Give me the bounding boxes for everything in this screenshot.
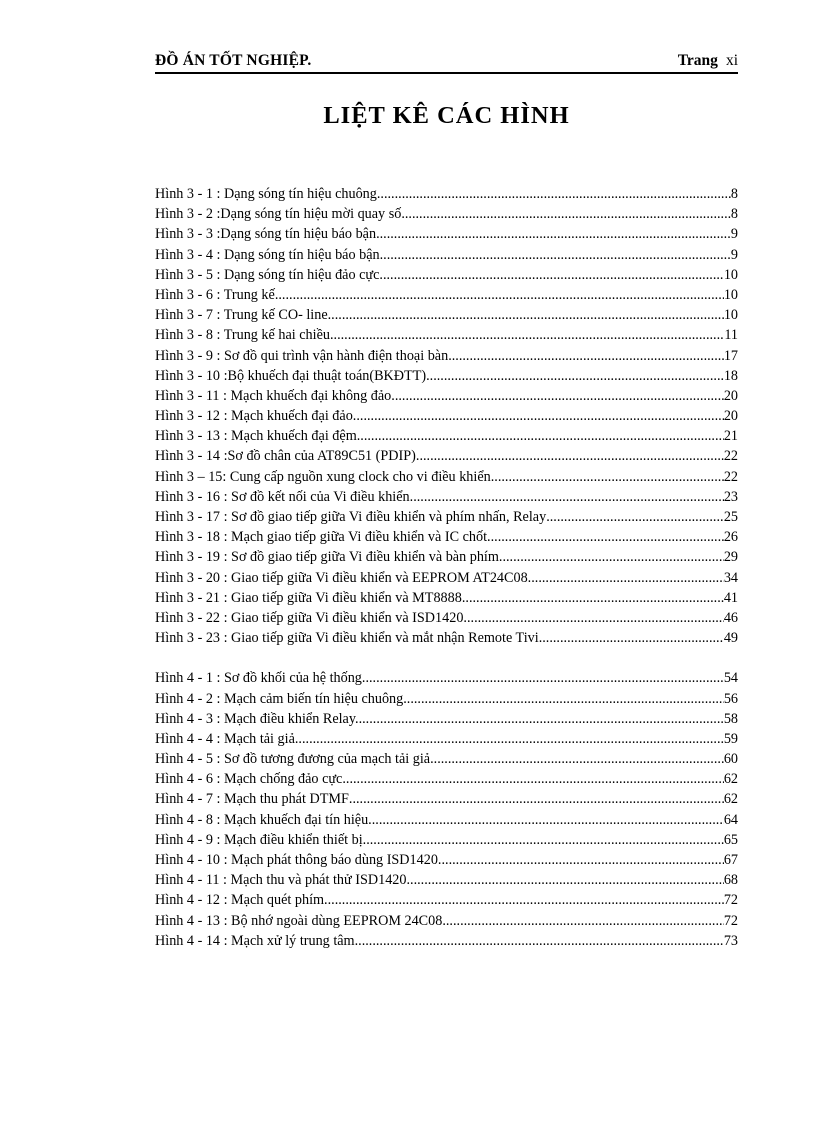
header-page-number: xi [725, 52, 738, 69]
figure-caption: Hình 3 - 1 : Dạng sóng tín hiệu chuông [155, 186, 377, 202]
figure-caption: Hình 3 - 3 :Dạng sóng tín hiệu báo bận [155, 226, 377, 243]
figure-entry [155, 890, 738, 910]
figure-caption: Hình 3 - 6 : Trung kế [155, 286, 275, 303]
figure-page-number: 25 [723, 509, 738, 525]
figure-caption: Hình 3 - 9 : Sơ đồ qui trình vận hành điện thoại bàn [155, 347, 449, 364]
figure-entry [155, 224, 738, 244]
dot-leader [401, 204, 731, 224]
figure-page-number: 9 [730, 246, 738, 263]
dot-leader [434, 749, 724, 769]
dot-leader [379, 265, 723, 285]
dot-leader [380, 245, 731, 265]
figure-entry [155, 245, 738, 265]
figure-entry [155, 467, 738, 487]
figure-entry [155, 325, 738, 345]
figure-group [155, 668, 738, 951]
figure-caption: Hình 4 - 10 : Mạch phát thông báo dùng ISD1420. [155, 852, 442, 868]
figure-caption: Hình 3 – 15: Cung cấp nguồn xung clock cho vi điều khiển. [155, 468, 495, 485]
figure-page-number: 54 [723, 670, 738, 687]
figure-page-number: 72 [723, 892, 738, 909]
figure-entry [155, 850, 738, 870]
dot-leader [328, 890, 724, 910]
figure-caption: Hình 3 - 8 : Trung kế hai chiều [155, 327, 330, 344]
figure-caption: Hình 4 - 4 : Mạch tải giả. [155, 730, 299, 747]
figure-page-number: 41 [723, 589, 738, 606]
figure-page-number: 9 [730, 226, 738, 243]
figure-page-number: 17 [723, 347, 738, 364]
figure-page-number: 68 [723, 872, 738, 889]
figure-caption: Hình 3 - 12 : Mạch khuếch đại đảo [155, 408, 353, 425]
figure-caption: Hình 4 - 14 : Mạch xử lý trung tâm. [155, 932, 359, 949]
dot-leader [419, 446, 723, 466]
dot-leader [403, 689, 724, 709]
figure-page-number: 23 [723, 488, 738, 505]
figure-entry [155, 668, 738, 688]
figure-page-number: 56 [723, 690, 738, 707]
figure-caption: Hình 3 - 2 :Dạng sóng tín hiệu mời quay số [155, 206, 402, 223]
figure-caption: Hình 4 - 8 : Mạch khuếch đại tín hiệu. [155, 811, 372, 828]
figure-entry [155, 830, 738, 850]
figure-page-number: 8 [730, 186, 738, 202]
figure-caption: Hình 4 - 13 : Bộ nhớ ngoài dùng EEPROM 24C08 [155, 912, 443, 929]
figure-entry [155, 628, 738, 648]
figure-caption: Hình 3 - 14 :Sơ đồ chân của AT89C51 (PDIP). [155, 448, 420, 465]
figure-page-number: 10 [723, 266, 738, 283]
figure-page-number: 62 [723, 771, 738, 788]
figure-page-number: 11 [724, 327, 738, 344]
figure-caption: Hình 4 - 9 : Mạch điều khiển thiết bị. [155, 831, 367, 848]
dot-leader [365, 668, 723, 688]
figure-group [155, 184, 738, 648]
figure-page-number: 46 [723, 609, 738, 626]
figure-entry [155, 346, 738, 366]
page-header [155, 50, 738, 74]
dot-leader [330, 325, 724, 345]
dot-leader [298, 729, 723, 749]
figure-entry [155, 810, 738, 830]
dot-leader [426, 366, 724, 386]
dot-leader [441, 850, 723, 870]
dot-leader [275, 285, 724, 305]
figure-caption: Hình 3 - 13 : Mạch khuếch đại đệm [155, 428, 357, 445]
figure-entry [155, 386, 738, 406]
dot-leader [539, 628, 724, 648]
figure-entry [155, 689, 738, 709]
figure-page-number: 20 [723, 408, 738, 425]
figure-page-number: 62 [723, 791, 738, 808]
figure-caption: Hình 3 - 10 :Bộ khuếch đại thuật toán(BKĐTT) [155, 367, 427, 384]
figure-page-number: 67 [723, 852, 738, 868]
figure-entry [155, 608, 738, 628]
figure-caption: Hình 4 - 2 : Mạch cảm biến tín hiệu chuông [155, 690, 404, 707]
figure-caption: Hình 4 - 3 : Mạch điều khiển Relay. [155, 710, 359, 727]
figure-entry [155, 568, 738, 588]
figure-caption: Hình 3 - 5 : Dạng sóng tín hiệu đảo cực [155, 266, 380, 283]
figure-page-number: 29 [723, 549, 738, 566]
dot-leader [410, 487, 724, 507]
figure-caption: Hình 3 - 16 : Sơ đồ kết nối của Vi điều khiển [155, 488, 410, 505]
figure-entry [155, 789, 738, 809]
figure-page-number: 20 [723, 387, 738, 404]
header-page-label: Trang [677, 52, 718, 69]
figure-caption: Hình 3 - 23 : Giao tiếp giữa Vi điều khiển và mắt nhận Remote Tivi [155, 630, 539, 647]
figure-entry [155, 487, 738, 507]
dot-leader [410, 870, 724, 890]
dot-leader [391, 386, 724, 406]
figure-page-number: 34 [723, 569, 738, 586]
figure-entry [155, 507, 738, 527]
figure-entry [155, 305, 738, 325]
dot-leader [546, 507, 724, 527]
figure-caption: Hình 4 - 7 : Mạch thu phát DTMF [155, 791, 349, 808]
figure-caption: Hình 3 - 18 : Mạch giao tiếp giữa Vi điều khiển và IC chốt [155, 529, 488, 546]
figure-page-number: 60 [723, 751, 738, 768]
dot-leader [499, 547, 724, 567]
dot-leader [528, 568, 724, 588]
figure-page-number: 18 [723, 367, 738, 384]
figure-caption: Hình 3 - 7 : Trung kế CO- line [155, 307, 328, 324]
dot-leader [349, 789, 724, 809]
figure-entry [155, 931, 738, 951]
figure-entry [155, 265, 738, 285]
figure-page-number: 10 [723, 307, 738, 324]
dot-leader [366, 830, 724, 850]
figure-caption: Hình 3 - 22 : Giao tiếp giữa Vi điều khiển và ISD1420 [155, 609, 464, 626]
dot-leader [359, 709, 724, 729]
figure-page-number: 58 [723, 710, 738, 727]
figure-entry [155, 911, 738, 931]
dot-leader [377, 184, 731, 204]
figure-caption: Hình 3 - 11 : Mạch khuếch đại không đảo [155, 387, 392, 404]
figure-entry [155, 366, 738, 386]
dot-leader [372, 810, 724, 830]
figure-caption: Hình 4 - 5 : Sơ đồ tương đương của mạch tải giả. [155, 751, 434, 768]
figure-page-number: 21 [723, 428, 738, 445]
figure-caption: Hình 3 - 19 : Sơ đồ giao tiếp giữa Vi điều khiển và bàn phím [155, 549, 499, 566]
dot-leader [376, 224, 731, 244]
dot-leader [494, 467, 724, 487]
figure-caption: Hình 4 - 6 : Mạch chống đảo cực. [155, 771, 346, 788]
figure-page-number: 73 [723, 932, 738, 949]
figure-entry [155, 406, 738, 426]
figure-page-number: 49 [723, 630, 738, 647]
figure-entry [155, 588, 738, 608]
figure-entry [155, 204, 738, 224]
figure-page-number: 8 [730, 206, 738, 223]
figure-page-number: 59 [723, 730, 738, 747]
dot-leader [487, 527, 724, 547]
figure-caption: Hình 3 - 17 : Sơ đồ giao tiếp giữa Vi điều khiển và phím nhấn, Relay [155, 509, 547, 525]
header-document-title: ĐỒ ÁN TỐT NGHIỆP. [155, 52, 312, 69]
figure-page-number: 65 [723, 831, 738, 848]
figure-caption: Hình 4 - 1 : Sơ đồ khối của hệ thống. [155, 670, 366, 687]
dot-leader [353, 406, 724, 426]
page-title: LIỆT KÊ CÁC HÌNH [323, 102, 570, 129]
figure-caption: Hình 3 - 20 : Giao tiếp giữa Vi điều khiển và EEPROM AT24C08 [155, 569, 528, 586]
figure-list [155, 184, 738, 951]
figure-page-number: 26 [723, 529, 738, 546]
dot-leader [328, 305, 724, 325]
figure-page-number: 72 [723, 912, 738, 929]
figure-entry [155, 446, 738, 466]
figure-entry [155, 527, 738, 547]
figure-caption: Hình 3 - 21 : Giao tiếp giữa Vi điều khiển và MT8888 [155, 589, 462, 606]
dot-leader [358, 931, 724, 951]
figure-page-number: 22 [723, 468, 738, 485]
dot-leader [448, 346, 724, 366]
figure-caption: Hình 3 - 4 : Dạng sóng tín hiệu báo bận [155, 246, 380, 263]
figure-entry [155, 547, 738, 567]
figure-page-number: 10 [723, 286, 738, 303]
figure-caption: Hình 4 - 11 : Mạch thu và phát thử ISD1420. [155, 872, 411, 889]
figure-entry [155, 709, 738, 729]
figure-page-number: 22 [723, 448, 738, 465]
dot-leader [442, 911, 723, 931]
header-page-indicator [678, 52, 738, 70]
dot-leader [357, 426, 724, 446]
figure-entry [155, 749, 738, 769]
dot-leader [462, 588, 724, 608]
figure-caption: Hình 4 - 12 : Mạch quét phím. [155, 892, 328, 909]
figure-entry [155, 426, 738, 446]
figure-entry [155, 870, 738, 890]
figure-entry [155, 769, 738, 789]
dot-leader [463, 608, 723, 628]
dot-leader [346, 769, 724, 789]
figure-entry [155, 184, 738, 204]
figure-entry [155, 285, 738, 305]
figure-entry [155, 729, 738, 749]
figure-page-number: 64 [723, 811, 738, 828]
